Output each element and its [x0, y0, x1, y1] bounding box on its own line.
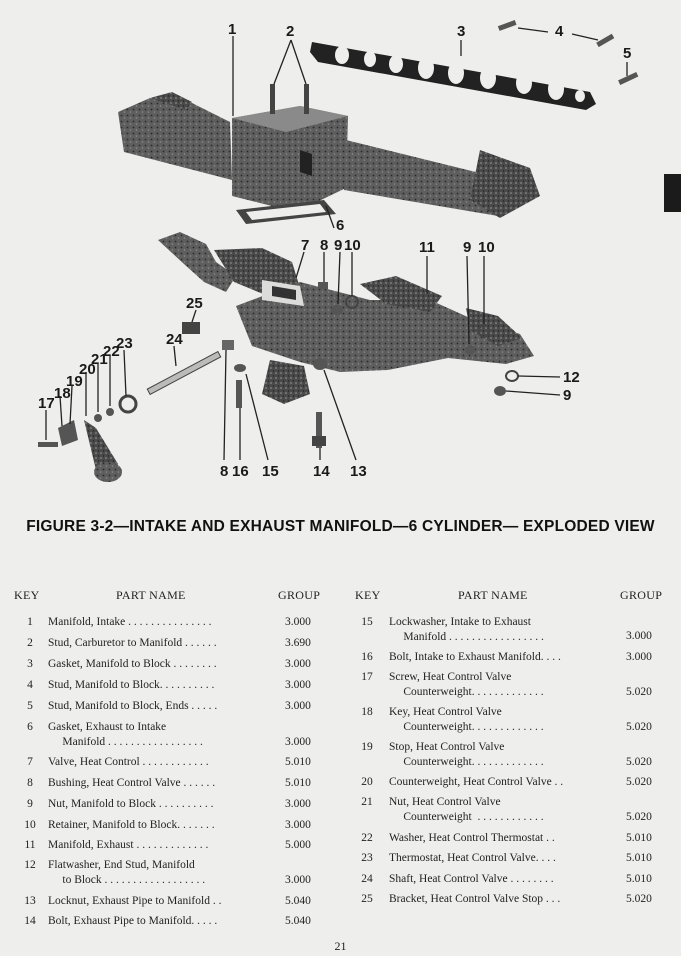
row-key: 13 [24, 895, 36, 907]
row-key: 23 [361, 852, 373, 864]
row-key: 18 [361, 706, 373, 718]
callout-23: 23 [116, 335, 133, 352]
row-key: 1 [27, 616, 33, 628]
row-group: 5.020 [626, 893, 652, 905]
callout-17: 17 [38, 395, 55, 412]
row-group: 3.000 [285, 616, 311, 628]
row-part-name: Screw, Heat Control Valve Counterweight. . . . . . . . . . . . . [389, 671, 544, 698]
callout-3: 3 [457, 23, 466, 40]
callout-13: 13 [350, 463, 367, 480]
row-group: 3.000 [285, 736, 311, 748]
part-name-header-left: PART NAME [116, 588, 186, 602]
callout-7: 7 [301, 237, 310, 254]
intake-manifold [118, 92, 540, 218]
callout-4: 4 [555, 23, 564, 40]
callout-1: 1 [228, 21, 237, 38]
row-part-name: Gasket, Exhaust to Intake Manifold . . . . . . . . . . . . . . . . . [48, 721, 203, 748]
row-group: 5.020 [626, 776, 652, 788]
row-group: 3.000 [285, 658, 311, 670]
row-key: 9 [27, 798, 33, 810]
row-group: 5.020 [626, 686, 652, 698]
row-part-name: Counterweight, Heat Control Valve . . [389, 776, 564, 788]
row-part-name: Retainer, Manifold to Block. . . . . . . [48, 819, 215, 831]
row-group: 5.020 [626, 811, 652, 823]
callout-2: 2 [286, 23, 295, 40]
row-group: 5.010 [285, 756, 311, 768]
callout-8b: 8 [220, 463, 229, 480]
row-group: 3.000 [626, 651, 652, 663]
row-group: 3.000 [285, 874, 311, 886]
row-part-name: Nut, Manifold to Block . . . . . . . . . . [48, 798, 214, 810]
key-header-right: KEY [355, 588, 381, 602]
row-group: 5.010 [626, 873, 652, 885]
row-key: 15 [361, 616, 373, 628]
row-group: 3.000 [285, 798, 311, 810]
row-part-name: Valve, Heat Control . . . . . . . . . . . . [48, 756, 209, 768]
row-part-name: Washer, Heat Control Thermostat . . [389, 832, 555, 844]
row-key: 25 [361, 893, 373, 905]
callout-19: 19 [66, 373, 83, 390]
row-key: 4 [27, 679, 33, 691]
callout-8: 8 [320, 237, 329, 254]
callout-6: 6 [336, 217, 345, 234]
row-part-name: Gasket, Manifold to Block . . . . . . . . [48, 658, 217, 670]
row-key: 5 [27, 700, 33, 712]
row-group: 5.020 [626, 756, 652, 768]
row-part-name: Shaft, Heat Control Valve . . . . . . . . [389, 873, 554, 885]
row-part-name: Bushing, Heat Control Valve . . . . . . [48, 777, 216, 789]
row-part-name: Lockwasher, Intake to Exhaust Manifold . . . . . . . . . . . . . . . . . [389, 616, 544, 643]
row-key: 2 [27, 637, 33, 649]
row-part-name: Key, Heat Control Valve Counterweight. . . . . . . . . . . . . [389, 706, 544, 733]
row-part-name: Stud, Manifold to Block. . . . . . . . . . [48, 679, 215, 691]
row-group: 3.000 [285, 679, 311, 691]
row-key: 10 [24, 819, 36, 831]
callout-12: 12 [563, 369, 580, 386]
row-key: 21 [361, 796, 373, 808]
callout-11: 11 [419, 239, 435, 256]
row-part-name: Bolt, Intake to Exhaust Manifold. . . . [389, 651, 561, 663]
row-group: 5.010 [626, 832, 652, 844]
callout-20: 20 [79, 361, 96, 378]
gasket-manifold-to-block [310, 42, 596, 110]
row-group: 5.010 [285, 777, 311, 789]
callout-22: 22 [103, 343, 120, 360]
row-part-name: Manifold, Intake . . . . . . . . . . . . . . . [48, 616, 212, 628]
callout-16: 16 [232, 463, 249, 480]
row-key: 6 [27, 721, 33, 733]
exhaust-manifold [158, 232, 534, 404]
row-part-name: Bolt, Exhaust Pipe to Manifold. . . . . [48, 915, 218, 927]
row-key: 12 [24, 859, 36, 871]
row-key: 17 [361, 671, 373, 683]
row-key: 8 [27, 777, 33, 789]
callout-18: 18 [54, 385, 71, 402]
row-group: 5.040 [285, 915, 311, 927]
row-group: 3.000 [285, 700, 311, 712]
callout-21: 21 [91, 351, 108, 368]
row-group: 3.000 [626, 630, 652, 642]
row-part-name: Nut, Heat Control Valve Counterweight . . . . . . . . . . . . [389, 796, 544, 823]
row-key: 22 [361, 832, 373, 844]
figure-caption: FIGURE 3-2—INTAKE AND EXHAUST MANIFOLD—6 CYLINDER— EXPLODED VIEW [26, 518, 655, 535]
row-key: 16 [361, 651, 373, 663]
row-key: 11 [24, 839, 36, 851]
row-key: 7 [27, 756, 33, 768]
page-number: 21 [334, 939, 347, 953]
row-group: 5.010 [626, 852, 652, 864]
row-group: 5.040 [285, 895, 311, 907]
row-group: 5.000 [285, 839, 311, 851]
callout-14: 14 [313, 463, 330, 480]
callout-9: 9 [334, 237, 343, 254]
row-part-name: Manifold, Exhaust . . . . . . . . . . . . . [48, 839, 209, 851]
row-group: 3.690 [285, 637, 311, 649]
key-header-left: KEY [14, 588, 40, 602]
callout-10: 10 [344, 237, 361, 254]
row-group: 3.000 [285, 819, 311, 831]
row-key: 19 [361, 741, 373, 753]
row-key: 3 [27, 658, 33, 670]
group-header-right: GROUP [620, 588, 663, 602]
row-part-name: Stop, Heat Control Valve Counterweight. . . . . . . . . . . . . [389, 741, 544, 768]
part-name-header-right: PART NAME [458, 588, 528, 602]
callout-9b: 9 [463, 239, 472, 256]
row-key: 20 [361, 776, 373, 788]
callout-25: 25 [186, 295, 203, 312]
row-part-name: Locknut, Exhaust Pipe to Manifold . . [48, 895, 222, 907]
row-part-name: Flatwasher, End Stud, Manifold to Block . . . . . . . . . . . . . . . . . . [48, 859, 206, 886]
group-header-left: GROUP [278, 588, 321, 602]
row-part-name: Bracket, Heat Control Valve Stop . . . [389, 893, 561, 905]
callout-9c: 9 [563, 387, 572, 404]
row-key: 14 [24, 915, 36, 927]
callout-5: 5 [623, 45, 632, 62]
row-key: 24 [361, 873, 373, 885]
callout-24: 24 [166, 331, 183, 348]
callout-15: 15 [262, 463, 279, 480]
row-group: 5.020 [626, 721, 652, 733]
row-part-name: Stud, Manifold to Block, Ends . . . . . [48, 700, 218, 712]
row-part-name: Stud, Carburetor to Manifold . . . . . . [48, 637, 217, 649]
row-part-name: Thermostat, Heat Control Valve. . . . [389, 852, 556, 864]
callout-10b: 10 [478, 239, 495, 256]
